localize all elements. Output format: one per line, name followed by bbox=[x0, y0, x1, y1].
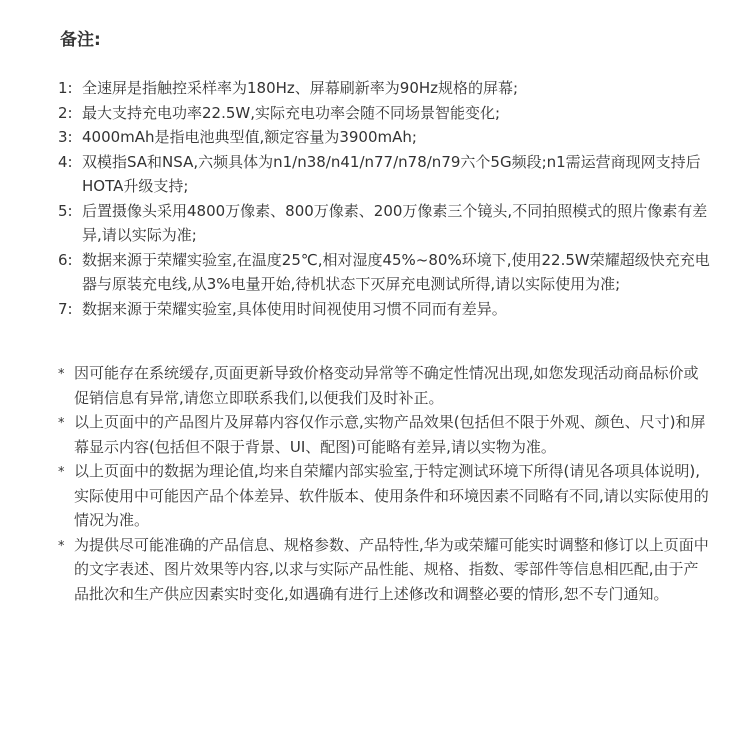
note-item bbox=[58, 101, 710, 126]
asterisk-mark: * bbox=[58, 538, 65, 554]
remarks-title: 备注: bbox=[60, 30, 101, 50]
note-text: 全速屏是指触控采样率为180Hz、屏幕刷新率为90Hz规格的屏幕; bbox=[82, 79, 519, 97]
note-text: 最大支持充电功率22.5W,实际充电功率会随不同场景智能变化; bbox=[82, 103, 501, 122]
disclaimer-item bbox=[58, 410, 710, 459]
asterisk-mark: * bbox=[58, 367, 65, 382]
note-number: 4: bbox=[58, 152, 73, 171]
disclaimer-text: 以上页面中的数据为理论值,均来自荣耀内部实验室,于特定测试环境下所得(请见各项具体说明),实际使用中可能因产品个体差异、软件版本、使用条件和环境因素不同略有不同,请以实际使用的情况为准。 bbox=[74, 462, 709, 529]
note-text: 双模指SA和NSA,六频具体为n1/n38/n41/n77/n78/n79六个5G频段;n1需运营商现网支持后HOTA升级支持; bbox=[82, 152, 701, 195]
note-item bbox=[58, 199, 710, 248]
disclaimer-text: 因可能存在系统缓存,页面更新导致价格变动异常等不确定性情况出现,如您发现活动商品标价或促销信息有异常,请您立即联系我们,以便我们及时补正。 bbox=[74, 364, 699, 407]
note-number: 5: bbox=[58, 201, 73, 220]
note-number: 1: bbox=[58, 79, 73, 97]
disclaimer-item bbox=[58, 361, 710, 410]
note-number: 2: bbox=[58, 103, 73, 122]
note-item bbox=[58, 76, 710, 101]
note-number: 3: bbox=[58, 128, 73, 146]
asterisk-mark: * bbox=[58, 465, 65, 480]
disclaimer-text: 为提供尽可能准确的产品信息、规格参数、产品特性,华为或荣耀可能实时调整和修订以上页面中的文字表述、图片效果等内容,以求与实际产品性能、规格、指数、零部件等信息相匹配,由于产品批次和生产供应因素实时变化,如遇确有进行上述修改和调整必要的情形,恕不专门通知。 bbox=[74, 535, 709, 603]
note-text: 4000mAh是指电池典型值,额定容量为3900mAh; bbox=[82, 128, 417, 146]
disclaimer-list bbox=[58, 361, 710, 606]
note-text: 后置摄像头采用4800万像素、800万像素、200万像素三个镜头,不同拍照模式的照片像素有差异,请以实际为准; bbox=[82, 201, 708, 244]
disclaimer-text: 以上页面中的产品图片及屏幕内容仅作示意,实物产品效果(包括但不限于外观、颜色、尺寸)和屏幕显示内容(包括但不限于背景、UI、配图)可能略有差异,请以实物为准。 bbox=[74, 413, 706, 456]
note-item bbox=[58, 248, 710, 297]
note-text: 数据来源于荣耀实验室,在温度25℃,相对湿度45%~80%环境下,使用22.5W荣耀超级快充充电器与原装充电线,从3%电量开始,待机状态下灭屏充电测试所得,请以实际使用为准; bbox=[82, 250, 710, 293]
note-item bbox=[58, 150, 710, 199]
notes-list bbox=[58, 76, 710, 321]
note-number: 7: bbox=[58, 299, 73, 318]
asterisk-mark: * bbox=[58, 416, 65, 431]
disclaimer-item bbox=[58, 533, 710, 607]
note-number: 6: bbox=[58, 250, 73, 269]
note-item bbox=[58, 125, 710, 150]
note-text: 数据来源于荣耀实验室,具体使用时间视使用习惯不同而有差异。 bbox=[82, 299, 507, 318]
disclaimer-item bbox=[58, 459, 710, 533]
note-item bbox=[58, 297, 710, 322]
